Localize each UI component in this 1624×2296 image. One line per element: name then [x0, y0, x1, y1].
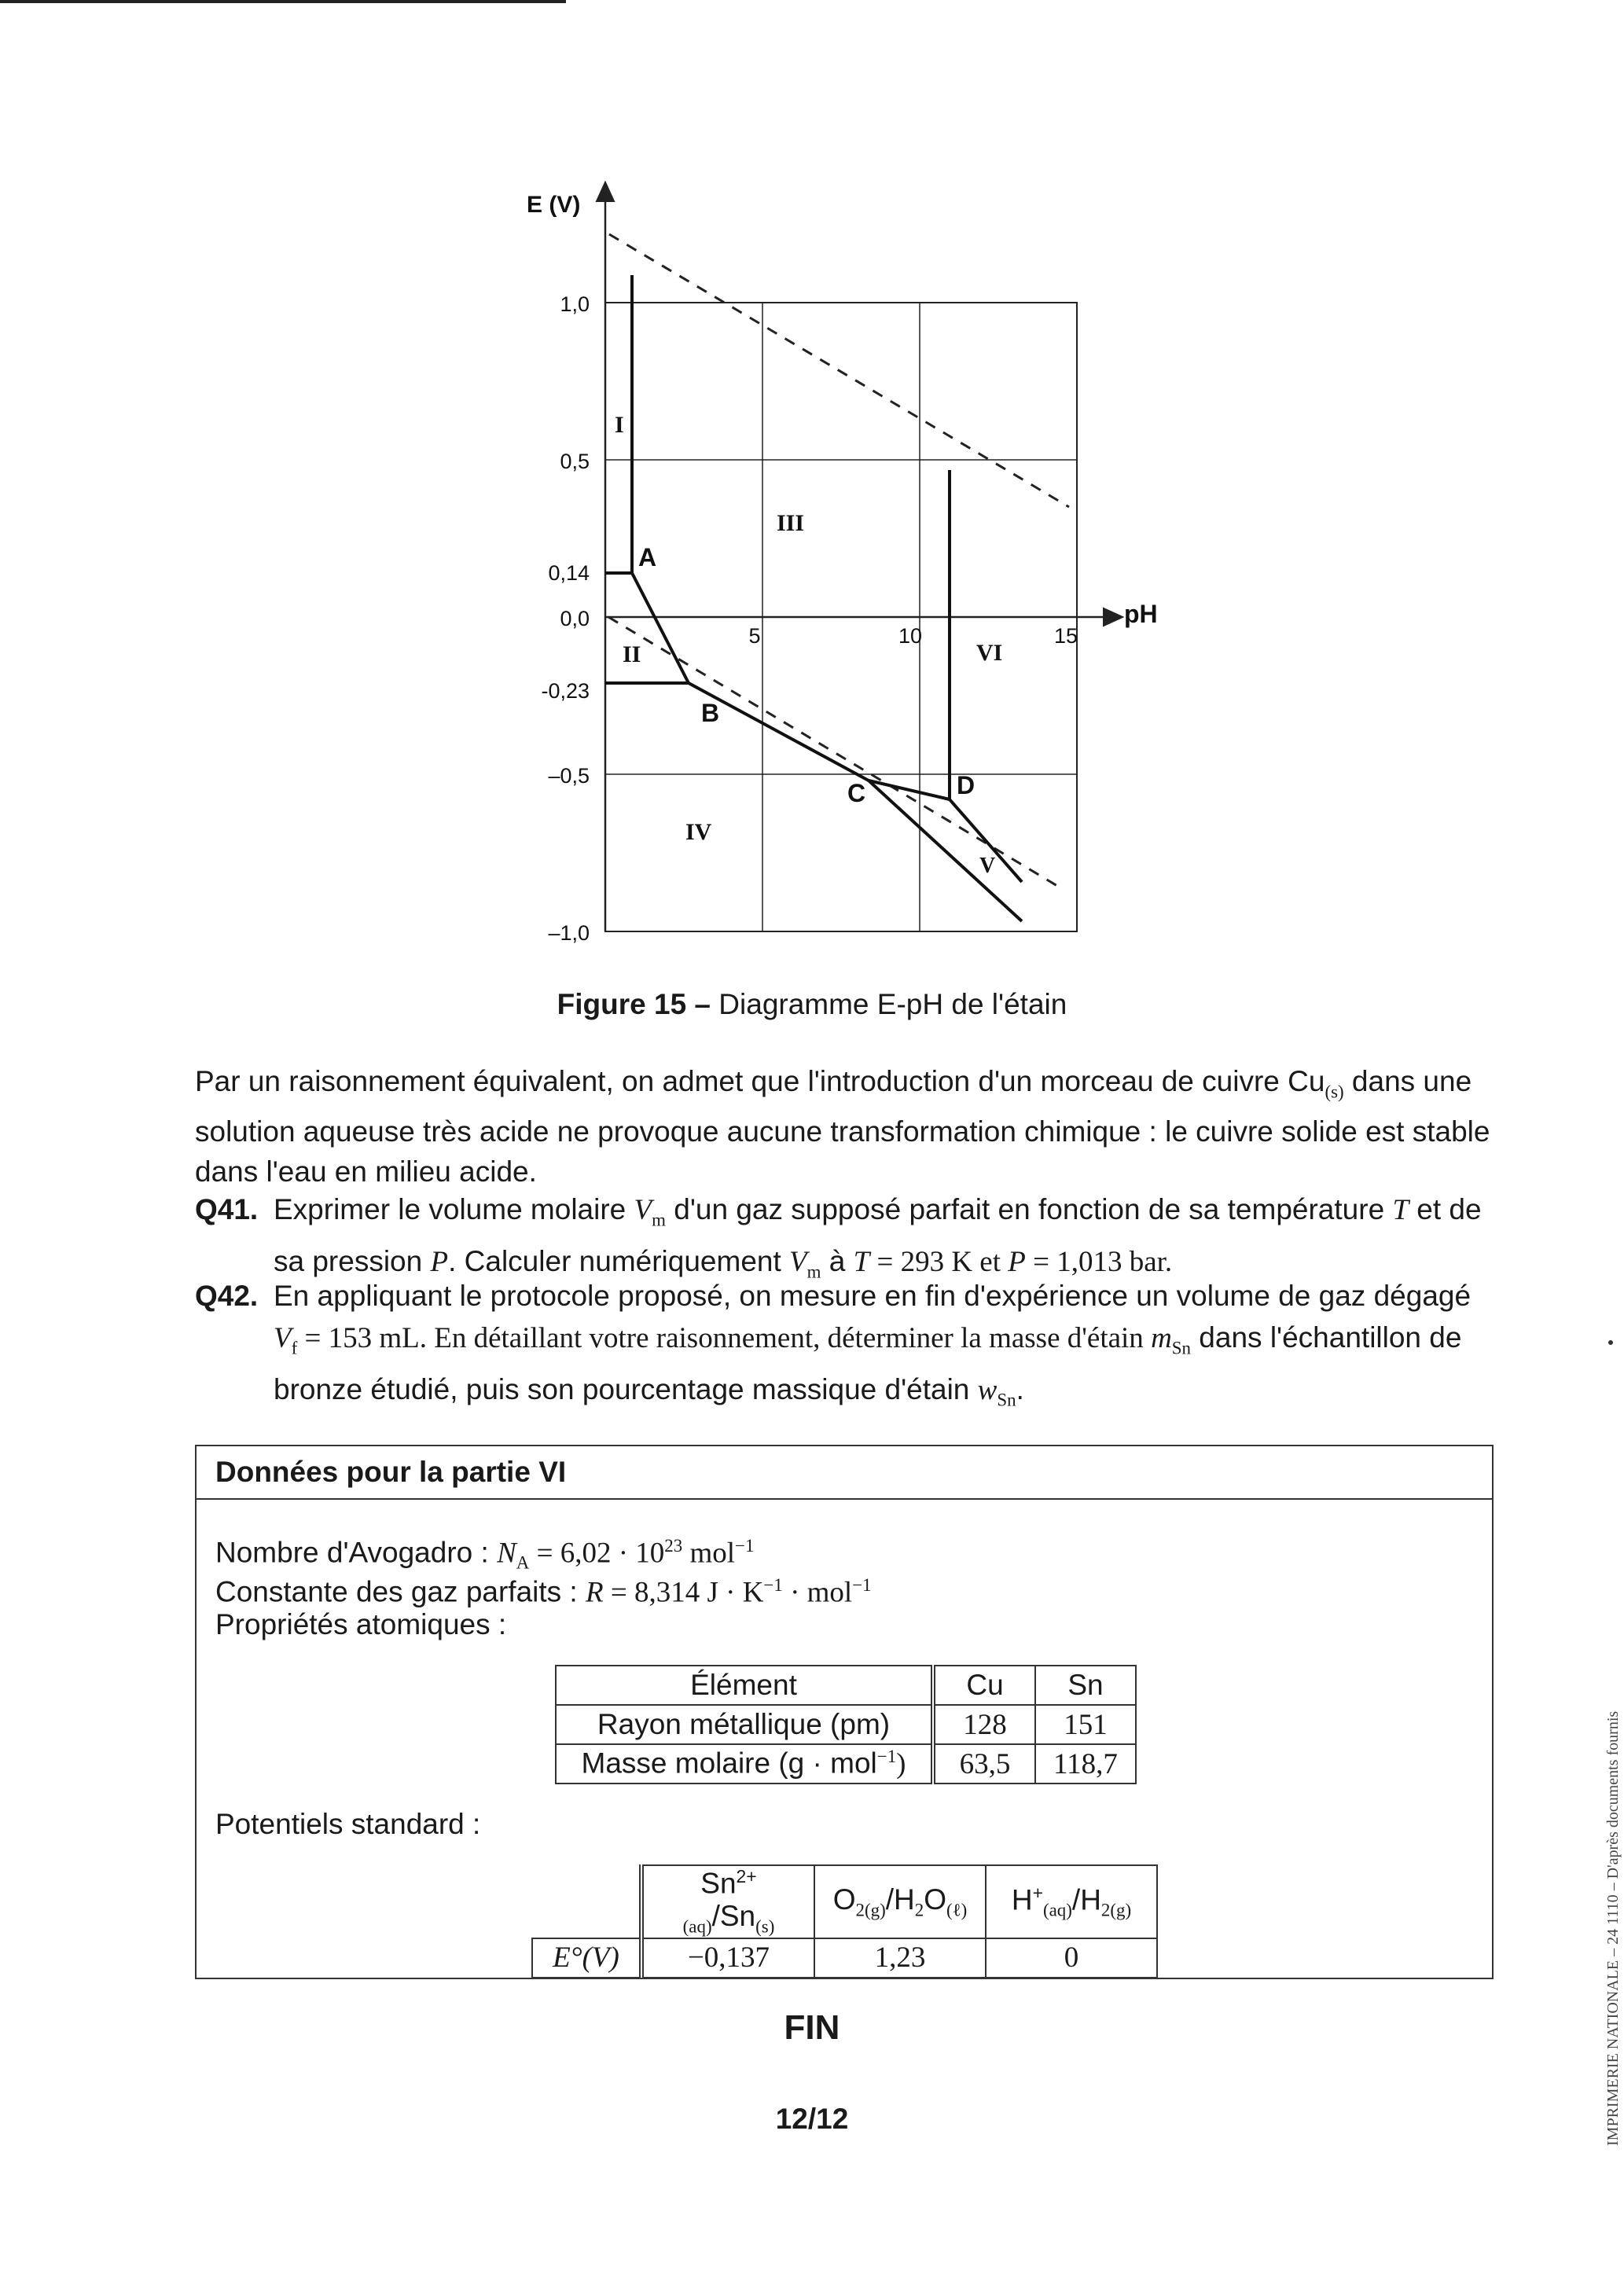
- atomic-label: Propriétés atomiques :: [215, 1608, 507, 1640]
- q41-text: d'un gaz supposé parfait en fonction de sa température: [665, 1193, 1393, 1225]
- row-label: E°(V): [532, 1938, 641, 1978]
- margin-dot: [1608, 1340, 1613, 1345]
- molar-mass-label: Masse molaire (g · mol: [581, 1747, 877, 1780]
- table-cell: 0: [986, 1938, 1157, 1978]
- fin-label: FIN: [784, 2008, 840, 2047]
- q42-text: dans l'échantillon de bronze étudié, puis son pourcentage massique d'étain: [274, 1321, 1462, 1406]
- standard-potentials-table: [531, 1864, 1158, 1978]
- gas-unit: · mol: [782, 1576, 853, 1609]
- q42-text: = 153 mL. En détaillant votre raisonnement, déterminer la masse d'étain: [297, 1322, 1152, 1354]
- e-ph-diagram: [440, 173, 1179, 959]
- figure-caption: [0, 988, 1624, 1021]
- table-header: $H^+_{(aq)}/H_{2(g)}$: [986, 1865, 1157, 1938]
- domain-label: V: [979, 854, 996, 878]
- table-cell: −0,137: [641, 1938, 814, 1978]
- table-cell: 118,7: [1035, 1744, 1136, 1784]
- domain-label: IV: [685, 819, 712, 845]
- table-header: $O_{2(g)}/H_2O_{(\ell)}$: [814, 1865, 986, 1938]
- caption-label: Figure 15 –: [557, 988, 711, 1020]
- q42-text: En appliquant le protocole proposé, on mesure en fin d'expérience un volume de gaz dégagé: [274, 1280, 1472, 1312]
- q42-text: .: [1016, 1373, 1024, 1406]
- domain-label: III: [777, 510, 805, 536]
- table-cell: 1,23: [814, 1938, 986, 1978]
- table-row: [532, 1938, 1157, 1978]
- avogadro-label: Nombre d'Avogadro :: [215, 1536, 498, 1569]
- paragraph-text: Par un raisonnement équivalent, on admet que l'introduction d'un morceau de cuivre Cu: [195, 1065, 1325, 1097]
- table-cell: 128: [933, 1705, 1035, 1744]
- table-row: [556, 1666, 1136, 1705]
- potentials-label: Potentiels standard :: [215, 1808, 481, 1840]
- y-tick-label: 0,5: [560, 450, 590, 473]
- table-cell: Masse molaire (g · mol$^{-1}$): [556, 1744, 933, 1784]
- question-number: Q42.: [195, 1280, 259, 1312]
- avogadro-value: = 6,02 · 10: [529, 1537, 665, 1570]
- table-header: Élément: [556, 1666, 933, 1705]
- ph-axis-label: pH: [1124, 600, 1158, 628]
- table-row: [556, 1705, 1136, 1744]
- side-imprint: [1596, 1517, 1624, 2146]
- caption-text: Diagramme E-pH de l'étain: [718, 988, 1067, 1020]
- y-tick-label: 0,0: [560, 607, 590, 630]
- question-number: Q41.: [195, 1193, 259, 1225]
- gas-label: Constante des gaz parfaits :: [215, 1575, 586, 1608]
- y-tick-label: –1,0: [548, 921, 590, 945]
- o2-h2o-dashed-line: [609, 234, 1069, 507]
- table-row: [556, 1744, 1136, 1784]
- e-axis-label: E (V): [527, 192, 581, 218]
- x-tick-label: 5: [748, 624, 761, 648]
- table-cell: 151: [1035, 1705, 1136, 1744]
- q41-text: = 1,013 bar.: [1025, 1246, 1173, 1279]
- table-header: Sn: [1035, 1666, 1136, 1705]
- q41-text: . Calculer numériquement: [448, 1245, 790, 1278]
- domain-label: I: [615, 412, 624, 438]
- paragraph-sub: (s): [1325, 1082, 1344, 1102]
- question-q42: Q42. En appliquant le protocole proposé, on mesure en fin d'expérience un volume de gaz dégagé $V_f = 153$ mL. En détaillant votre raisonnement, déterminer la masse d'étain $m_{Sn}$ dans l'échantillon de bronze étudié, puis son pourcentage massique d'étain $w_{Sn}$.: [195, 1275, 1492, 1421]
- domain-label: VI: [976, 640, 1003, 666]
- data-title: Données pour la partie VI: [197, 1446, 1492, 1500]
- q41-text: à: [821, 1245, 854, 1278]
- q41-text: Exprimer le volume molaire: [274, 1193, 634, 1225]
- table-row: [532, 1865, 1157, 1938]
- y-tick-label: -0,23: [541, 679, 590, 703]
- y-tick-label: 0,14: [548, 561, 590, 585]
- point-label: A: [638, 543, 657, 571]
- frontier-B-C: [689, 683, 869, 781]
- atomic-properties-table: [555, 1665, 1137, 1784]
- domain-label: II: [623, 641, 641, 667]
- x-tick-label: 15: [1053, 624, 1078, 648]
- q41-text: et de sa pression: [274, 1193, 1482, 1278]
- avogadro-line: Nombre d'Avogadro : $N_A = 6,02 \cdot 10^{23}$ mol$^{-1}$: [215, 1536, 755, 1573]
- gas-value: = 8,314 J · K: [603, 1576, 764, 1609]
- x-tick-label: 10: [898, 624, 923, 648]
- paragraph-tail: dans une solution aqueuse très acide ne provoque aucune transformation chimique : le cuivre solide est stable dans l'eau en milieu acide.: [195, 1065, 1490, 1188]
- table-corner: [532, 1865, 641, 1938]
- table-header: $Sn^{2+}_{(aq)}/Sn_{(s)}$: [641, 1865, 814, 1938]
- y-tick-label: 1,0: [560, 292, 590, 316]
- table-header: Cu: [933, 1666, 1035, 1705]
- table-cell: 63,5: [933, 1744, 1035, 1784]
- gas-constant-line: Constante des gaz parfaits : R = 8,314 $J \cdot K^{-1} \cdot mol^{-1}$: [215, 1575, 872, 1609]
- q41-text: = 293 K et: [869, 1246, 1009, 1279]
- y-tick-label: –0,5: [548, 764, 590, 788]
- point-label: D: [957, 771, 976, 799]
- page-number: 12/12: [775, 2103, 849, 2135]
- top-rule: [0, 0, 566, 3]
- side-imprint-text: IMPRIMERIE NATIONALE – 24 1110 – D'après documents fournis: [1604, 1710, 1622, 2146]
- intro-paragraph: [195, 1061, 1492, 1192]
- avogadro-unit: mol: [682, 1537, 736, 1570]
- table-cell: Rayon métallique (pm): [556, 1705, 933, 1744]
- data-box: [195, 1445, 1494, 1979]
- question-q41: Q41. Exprimer le volume molaire $V_m$ d'un gaz supposé parfait en fonction de sa température T et de sa pression P. Calculer numériquement $V_m$ à T = 293 K et P = 1,013 bar.: [195, 1188, 1492, 1293]
- point-label: C: [847, 779, 866, 807]
- point-label: B: [701, 699, 720, 727]
